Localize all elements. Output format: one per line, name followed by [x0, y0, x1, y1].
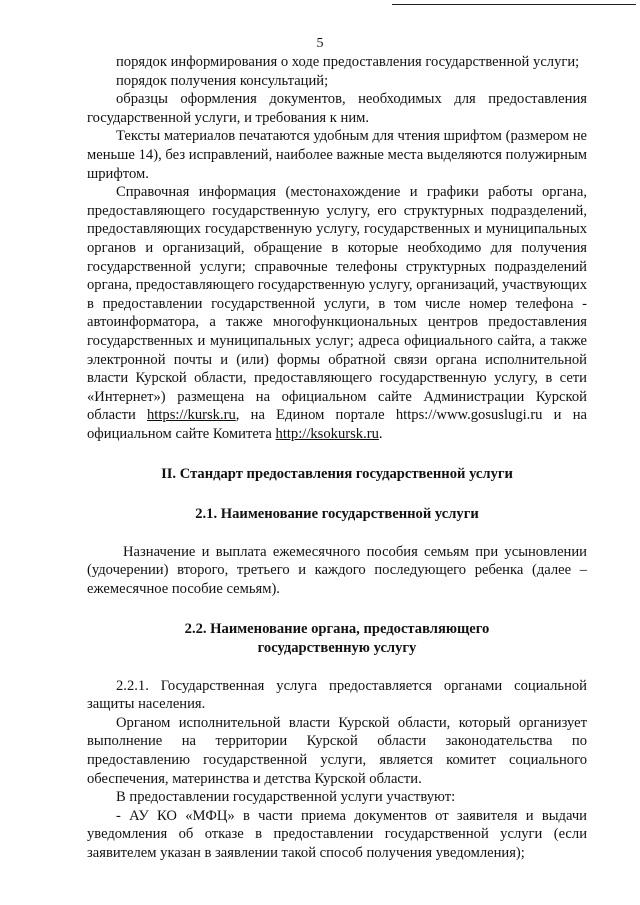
- reference-text-before: Справочная информация (местонахождение и графики работы органа, предоставляющего государственную услугу, его структурных подразделений, предоставляющих государственную услугу, государственных и муниципальных органов и организаций, обращение в которые необходимо для получения государственной услуги; справочные телефоны структурных подразделений органа, предоставляющего государственную услугу, организаций, участвующих в предоставлении государственной услуги, в том числе номер телефона - автоинформатора, а также многофункциональных центров предоставления государственных и муниципальных услуг; адреса официального сайта, а также электронной почты и (или) формы обратной связи органа исполнительной власти Курской области, предоставляющего государственную услугу, в сети «Интернет») размещена на официальном сайте Администрации Курской области: [87, 184, 587, 424]
- paragraph-consultations: порядок получения консультаций;: [116, 72, 329, 89]
- paragraph-mfc: - АУ КО «МФЦ» в части приема документов от заявителя и выдачи уведомления об отказе в предоставлении государственной услуги (если заявителем указан в заявлении такой способ получения уведомления);: [87, 807, 587, 861]
- reference-text-middle: , на Едином портале https://www.gosuslugi.ru и на официальном сайте Комитета: [87, 407, 587, 442]
- paragraph-font-requirements: Тексты материалов печатаются удобным для чтения шрифтом (размером не меньше 14), без исправлений, наиболее важные места выделяются полужирным шрифтом.: [87, 128, 587, 182]
- document-page: [87, 53, 587, 863]
- link-kursk[interactable]: https://kursk.ru: [147, 407, 236, 424]
- subsection-heading-organ-line2: государственную услугу: [257, 640, 417, 657]
- link-ksokursk[interactable]: http://ksokursk.ru: [275, 425, 379, 442]
- paragraph-service-name: Назначение и выплата ежемесячного пособия семьям при усыновлении (удочерении) второго, третьего и каждого последующего ребенка (далее – ежемесячное пособие семьям).: [87, 543, 587, 597]
- paragraph-participants: В предоставлении государственной услуги участвуют:: [116, 789, 456, 806]
- subsection-heading-organ: [87, 620, 587, 657]
- paragraph-reference-info: [87, 183, 587, 443]
- paragraph-2-2-1: 2.2.1. Государственная услуга предоставляется органами социальной защиты населения.: [87, 677, 587, 713]
- reference-text-end: .: [378, 425, 383, 442]
- page-number: 5: [316, 36, 324, 51]
- section-heading-standard: II. Стандарт предоставления государственной услуги: [161, 466, 513, 483]
- subsection-heading-name: 2.1. Наименование государственной услуги: [195, 506, 479, 523]
- subsection-heading-organ-line1: 2.2. Наименование органа, предоставляющего: [184, 621, 490, 638]
- paragraph-samples: образцы оформления документов, необходимых для предоставления государственной услуги, и требования к ним.: [87, 91, 587, 126]
- paragraph-informing: порядок информирования о ходе предоставления государственной услуги;: [116, 54, 580, 70]
- paragraph-executive-organ: Органом исполнительной власти Курской области, который организует выполнение на территории Курской области законодательства по предоставлению государственной услуги, является комитет социального обеспечения, материнства и детства Курской области.: [87, 714, 587, 787]
- top-rule: [392, 4, 636, 5]
